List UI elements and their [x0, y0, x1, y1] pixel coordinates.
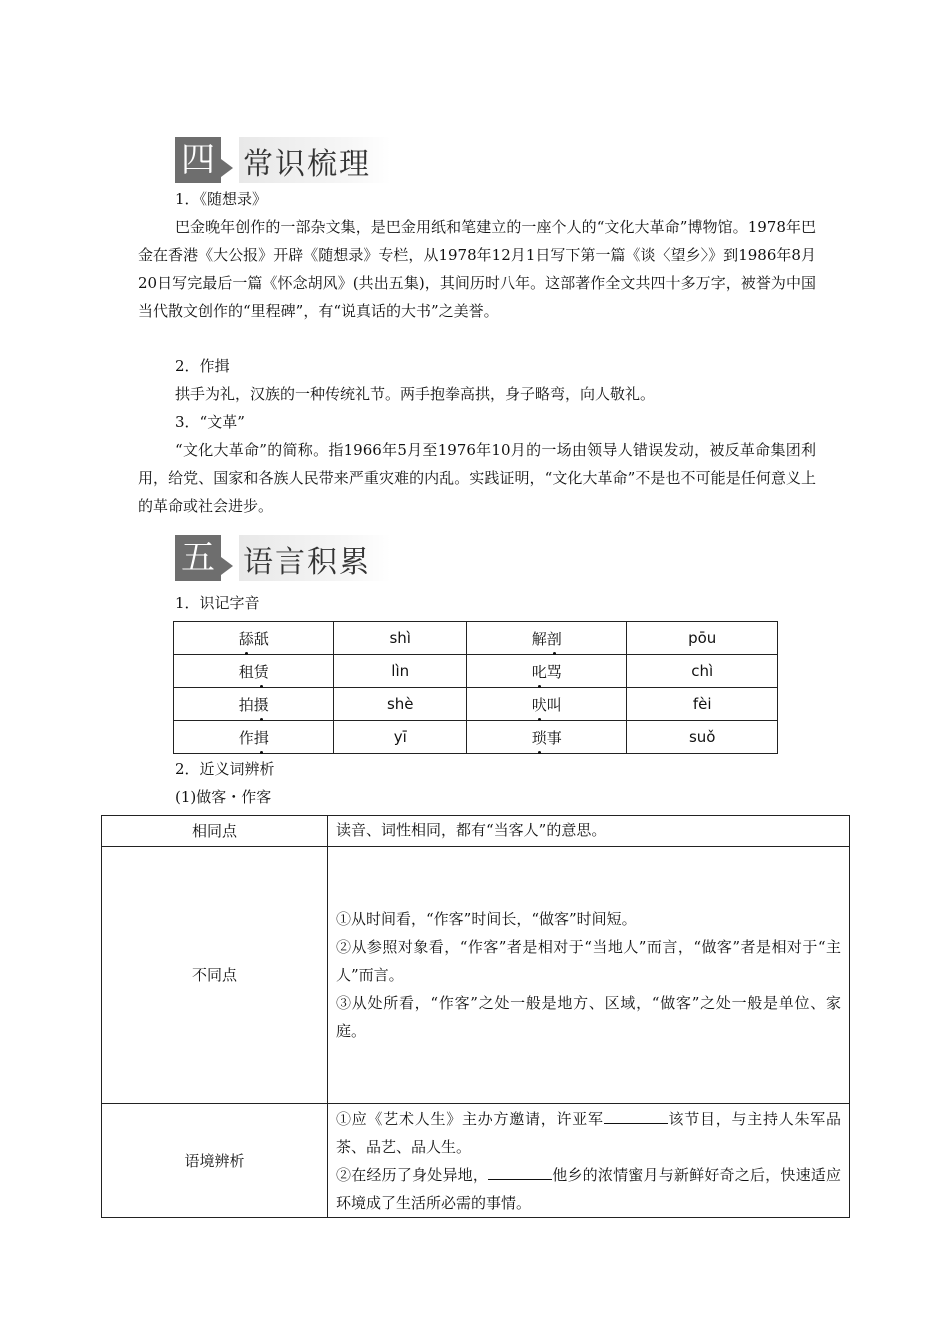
item-1-text: 巴金晚年创作的一部杂文集，是巴金用纸和笔建立的一座个人的“文化大革命”博物馆。1978年巴金在香港《大公报》开辟《随想录》专栏，从1978年12月1日写下第一篇《谈〈望乡〉》到1986年8月20日写完最后一篇《怀念胡风》(共出五集)，其间历时八年。这部著作全文共四十多万字，被誉为中国当代散文创作的“里程碑”，有“说真话的大书”之美誉。 — [138, 218, 816, 320]
context-sentence-2: ②在经历了身处异地， 他乡的浓情蜜月与新鲜好奇之后，快速适应环境成了生活所必需的事情。 — [336, 1165, 841, 1212]
table-row — [174, 622, 778, 655]
subheading-synonyms: 2．近义词辨析 — [175, 760, 275, 778]
pinyin-cell: suǒ — [627, 721, 778, 754]
section-arrow-icon — [221, 159, 233, 177]
section-5-number: 五 — [175, 535, 221, 581]
table-row — [102, 816, 850, 847]
item-1-heading: 1．《随想录》 — [175, 190, 268, 208]
section-arrow-icon — [221, 557, 233, 575]
diff-text — [328, 847, 850, 1104]
context-label: 语境辨析 — [102, 1104, 328, 1218]
table-row — [102, 1104, 850, 1218]
section-5-title: 语言积累 — [239, 535, 391, 581]
subheading-synonym-pair: (1)做客・作客 — [175, 788, 272, 806]
item-3-heading: 3．“文革” — [175, 413, 245, 431]
section-4-number: 四 — [175, 137, 221, 183]
diff-point-2: ②从参照对象看，“作客”者是相对于“当地人”而言，“做客”者是相对于“主人”而言。 — [336, 938, 841, 984]
table-row — [102, 847, 850, 1104]
subheading-pronunciation: 1．识记字音 — [175, 594, 260, 612]
pinyin-cell: shì — [334, 622, 467, 655]
section-5-heading — [175, 534, 391, 582]
same-label: 相同点 — [102, 816, 328, 847]
pinyin-cell: shè — [334, 688, 467, 721]
pronunciation-table — [173, 621, 778, 754]
diff-point-1: ①从时间看，“作客”时间长，“做客”时间短。 — [336, 910, 637, 928]
pinyin-cell: fèi — [627, 688, 778, 721]
answer-blank-2[interactable] — [488, 1165, 552, 1180]
table-row — [174, 655, 778, 688]
pinyin-cell: chì — [627, 655, 778, 688]
item-2-heading: 2．作揖 — [175, 357, 230, 375]
context-sentence-1: ①应《艺术人生》主办方邀请，许亚军 该节目，与主持人朱军品茶、品艺、品人生。 — [336, 1109, 841, 1156]
answer-blank-1[interactable] — [604, 1109, 668, 1124]
context-text — [328, 1104, 850, 1218]
item-2-text: 拱手为礼，汉族的一种传统礼节。两手抱拳高拱，身子略弯，向人敬礼。 — [175, 385, 656, 403]
item-3-text: “文化大革命”的简称。指1966年5月至1976年10月的一场由领导人错误发动，被反革命集团利用，给党、国家和各族人民带来严重灾难的内乱。实践证明，“文化大革命”不是也不可能是任何意义上的革命或社会进步。 — [138, 441, 816, 515]
section-4-heading — [175, 136, 391, 184]
pinyin-cell: yī — [334, 721, 467, 754]
same-text: 读音、词性相同，都有“当客人”的意思。 — [328, 816, 850, 847]
word-cell: 吠叫 — [467, 688, 627, 721]
synonym-table — [101, 815, 850, 1218]
word-cell: 琐事 — [467, 721, 627, 754]
diff-label: 不同点 — [102, 847, 328, 1104]
pinyin-cell: lìn — [334, 655, 467, 688]
word-cell: 作揖 — [174, 721, 334, 754]
word-cell: 拍摄 — [174, 688, 334, 721]
table-row — [174, 721, 778, 754]
table-row — [174, 688, 778, 721]
word-cell: 解剖 — [467, 622, 627, 655]
diff-point-3: ③从处所看，“作客”之处一般是地方、区域，“做客”之处一般是单位、家庭。 — [336, 994, 841, 1040]
word-cell: 叱骂 — [467, 655, 627, 688]
word-cell: 租赁 — [174, 655, 334, 688]
pinyin-cell: pōu — [627, 622, 778, 655]
section-4-title: 常识梳理 — [239, 137, 391, 183]
word-cell: 舔舐 — [174, 622, 334, 655]
